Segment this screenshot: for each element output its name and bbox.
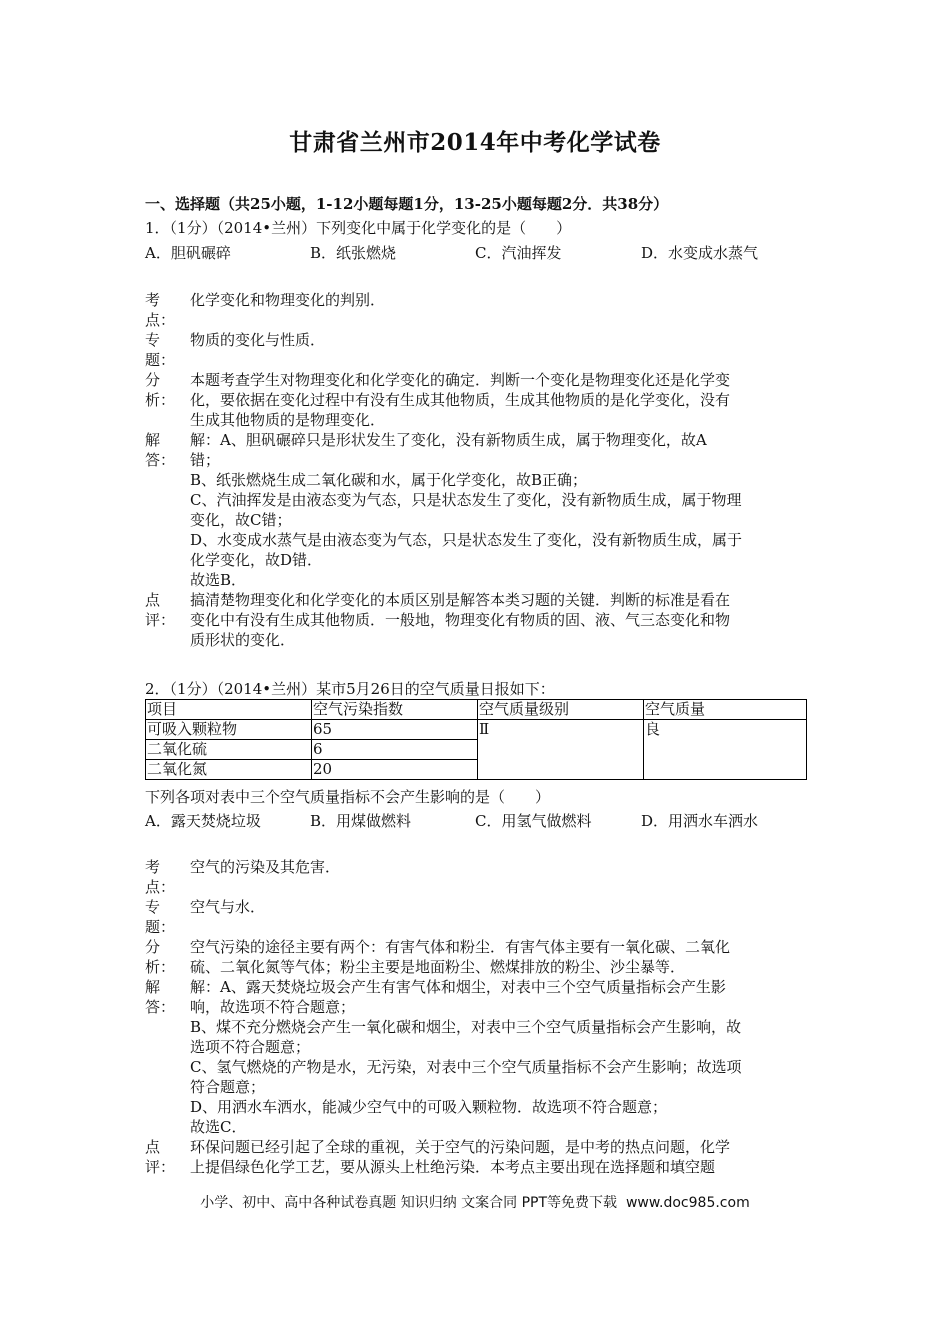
table-row (146, 720, 807, 740)
section-heading: 一、选择题（共25小题，1-12小题每题1分，13-25小题每题2分．共38分） (145, 195, 669, 213)
q1-dianping (145, 590, 807, 650)
q2-jieda-line: 解：A、露天焚烧垃圾会产生有害气体和烟尘，对表中三个空气质量指标会产生影 (190, 978, 726, 996)
q2-question: 下列各项对表中三个空气质量指标不会产生影响的是（ ） (145, 788, 551, 806)
q1-jieda-line: 错； (190, 451, 221, 469)
table-header-cell: 空气质量 (644, 700, 807, 720)
q2-zhuanti (145, 897, 807, 937)
q2-kaodian-text: 空气的污染及其危害． (190, 858, 341, 876)
zhuanti-label: 专题： (145, 898, 176, 936)
q1-kaodian (145, 290, 807, 330)
q1-jieda-line: 变化，故C错； (190, 511, 292, 529)
q2-dianping (145, 1137, 807, 1177)
q1-jieda (145, 430, 807, 590)
q2-option-b: B．用煤做燃料 (310, 812, 412, 830)
table-header-cell: 空气质量级别 (478, 700, 644, 720)
table-cell-index: 6 (312, 740, 478, 760)
q1-fenxi (145, 370, 807, 430)
q1-options (145, 242, 807, 262)
table-cell-item: 二氧化硫 (146, 740, 312, 760)
table-cell-item: 二氧化氮 (146, 760, 312, 780)
table-header-cell: 空气污染指数 (312, 700, 478, 720)
table-cell-item: 可吸入颗粒物 (146, 720, 312, 740)
q2-jieda-line: 故选C． (190, 1118, 247, 1136)
q2-jieda-line: 选项不符合题意； (190, 1038, 311, 1056)
q1-option-d: D．水变成水蒸气 (641, 244, 759, 262)
fenxi-label: 分析： (145, 938, 176, 976)
q2-jieda-line: B、煤不充分燃烧会产生一氧化碳和烟尘，对表中三个空气质量指标会产生影响，故 (190, 1018, 742, 1036)
q1-zhuanti-text: 物质的变化与性质． (190, 331, 326, 349)
fenxi-label: 分析： (145, 371, 176, 409)
q2-jieda (145, 977, 807, 1137)
q1-jieda-line: 故选B． (190, 571, 247, 589)
q1-option-c: C．汽油挥发 (475, 244, 562, 262)
table-header-row (146, 700, 807, 720)
q1-dianping-line: 变化中有没有生成其他物质．一般地，物理变化有物质的固、液、气三态变化和物 (190, 611, 731, 629)
air-quality-table (145, 699, 807, 780)
table-cell-level: Ⅱ (478, 720, 644, 780)
q2-fenxi-line: 空气污染的途径主要有两个：有害气体和粉尘．有害气体主要有一氧化碳、二氧化 (190, 938, 731, 956)
table-cell-index: 20 (312, 760, 478, 780)
q2-analysis (145, 857, 807, 1177)
footer-url[interactable]: www.doc985.com (625, 1195, 750, 1211)
q1-fenxi-line: 生成其他物质的是物理变化． (190, 411, 386, 429)
dianping-label: 点评： (145, 591, 176, 629)
dianping-label: 点评： (145, 1138, 176, 1176)
q1-analysis (145, 290, 807, 650)
zhuanti-label: 专题： (145, 331, 176, 369)
q1-stem: 1．（1分）（2014•兰州）下列变化中属于化学变化的是（ ） (145, 219, 572, 237)
q2-fenxi (145, 937, 807, 977)
q2-option-a: A．露天焚烧垃圾 (145, 812, 261, 830)
q2-jieda-line: D、用洒水车洒水，能减少空气中的可吸入颗粒物．故选项不符合题意； (190, 1098, 668, 1116)
q1-option-b: B．纸张燃烧 (310, 244, 397, 262)
q2-dianping-line: 环保问题已经引起了全球的重视，关于空气的污染问题，是中考的热点问题，化学 (190, 1138, 731, 1156)
q2-option-c: C．用氢气做燃料 (475, 812, 592, 830)
q1-jieda-line: 解：A、胆矾碾碎只是形状发生了变化，没有新物质生成，属于物理变化，故A (190, 431, 707, 449)
q2-options (145, 810, 807, 830)
q1-fenxi-line: 本题考查学生对物理变化和化学变化的确定．判断一个变化是物理变化还是化学变 (190, 371, 731, 389)
kaodian-label: 考点： (145, 858, 176, 896)
page-footer (0, 1192, 950, 1212)
q2-zhuanti-text: 空气与水． (190, 898, 266, 916)
q1-jieda-line: 化学变化，故D错． (190, 551, 323, 569)
q1-jieda-line: C、汽油挥发是由液态变为气态，只是状态发生了变化，没有新物质生成，属于物理 (190, 491, 742, 509)
table-cell-quality: 良 (644, 720, 807, 780)
q1-zhuanti (145, 330, 807, 370)
q1-jieda-line: D、水变成水蒸气是由液态变为气态，只是状态发生了变化，没有新物质生成，属于 (190, 531, 743, 549)
q2-kaodian (145, 857, 807, 897)
q2-fenxi-line: 硫、二氧化氮等气体；粉尘主要是地面粉尘、燃煤排放的粉尘、沙尘暴等． (190, 958, 686, 976)
q1-dianping-line: 质形状的变化． (190, 631, 296, 649)
table-header-cell: 项目 (146, 700, 312, 720)
kaodian-label: 考点： (145, 291, 176, 329)
footer-text: 小学、初中、高中各种试卷真题 知识归纳 文案合同 PPT等免费下载 (200, 1195, 618, 1211)
jieda-label: 解答： (145, 431, 176, 469)
page-title: 甘肃省兰州市2014年中考化学试卷 (289, 129, 661, 156)
q2-jieda-line: 符合题意； (190, 1078, 266, 1096)
q1-dianping-line: 搞清楚物理变化和化学变化的本质区别是解答本类习题的关键．判断的标准是看在 (190, 591, 731, 609)
jieda-label: 解答： (145, 978, 176, 1016)
q2-option-d: D．用洒水车洒水 (641, 812, 759, 830)
q2-jieda-line: C、氢气燃烧的产物是水，无污染，对表中三个空气质量指标不会产生影响；故选项 (190, 1058, 742, 1076)
q1-fenxi-line: 化，要依据在变化过程中有没有生成其他物质，生成其他物质的是化学变化，没有 (190, 391, 731, 409)
table-cell-index: 65 (312, 720, 478, 740)
q2-jieda-line: 响，故选项不符合题意； (190, 998, 356, 1016)
q1-jieda-line: B、纸张燃烧生成二氧化碳和水，属于化学变化，故B正确； (190, 471, 588, 489)
q2-stem: 2．（1分）（2014•兰州）某市5月26日的空气质量日报如下： (145, 680, 555, 698)
q2-dianping-line: 上提倡绿色化学工艺，要从源头上杜绝污染．本考点主要出现在选择题和填空题 (190, 1158, 716, 1176)
q1-kaodian-text: 化学变化和物理变化的判别． (190, 291, 386, 309)
q1-option-a: A．胆矾碾碎 (145, 244, 231, 262)
